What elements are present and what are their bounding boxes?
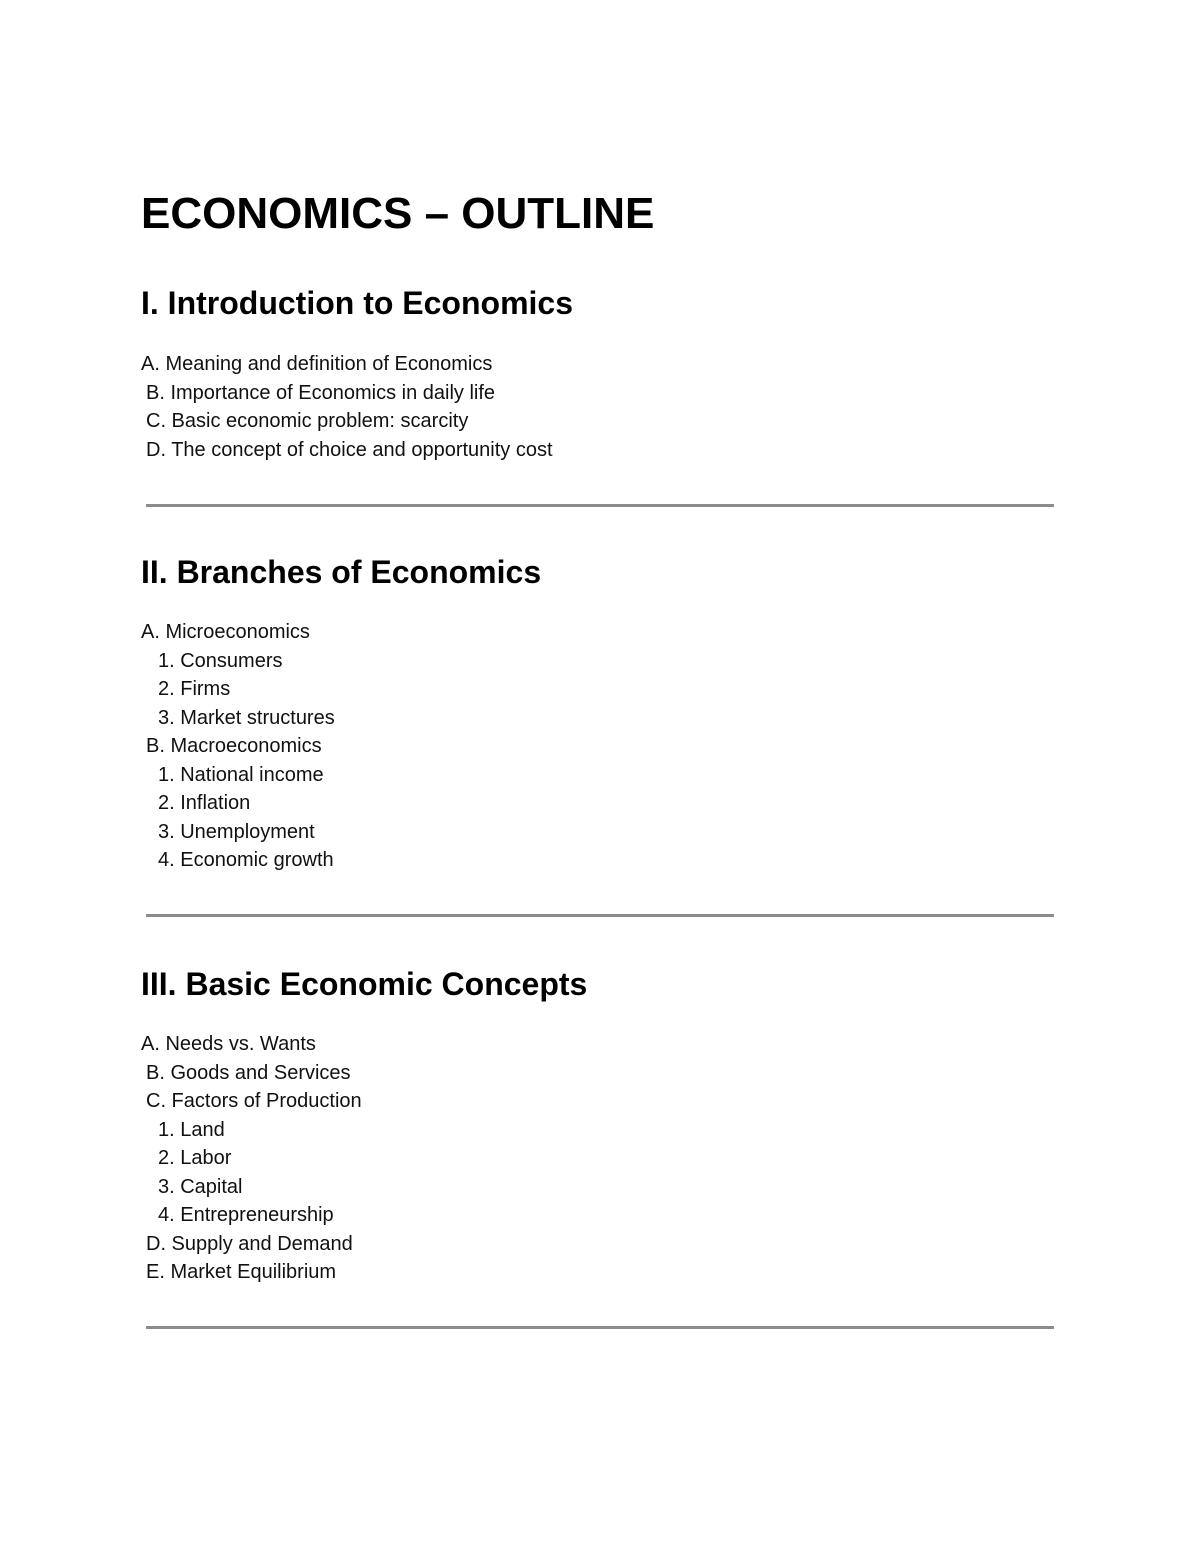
section-heading-basic-concepts: III. Basic Economic Concepts: [141, 966, 588, 1002]
outline-item: B. Importance of Economics in daily life: [146, 381, 496, 404]
section-list-introduction: [141, 350, 553, 464]
section-list-basic-concepts: [141, 1030, 362, 1287]
outline-item: 2. Firms: [158, 678, 231, 700]
outline-item: 1. National income: [158, 763, 324, 786]
outline-item: B. Goods and Services: [146, 1061, 351, 1084]
outline-item: 3. Market structures: [158, 706, 335, 729]
outline-item: A. Needs vs. Wants: [141, 1033, 316, 1055]
outline-item: D. Supply and Demand: [146, 1232, 353, 1255]
outline-item: A. Microeconomics: [141, 621, 310, 643]
section-list-branches: [141, 618, 335, 875]
outline-item: 2. Inflation: [158, 792, 251, 814]
outline-item: 2. Labor: [158, 1147, 232, 1169]
outline-item: 3. Capital: [158, 1175, 243, 1198]
section-divider: [146, 1326, 1054, 1329]
outline-item: 4. Economic growth: [158, 849, 334, 871]
outline-item: 1. Land: [158, 1118, 225, 1141]
outline-item: A. Meaning and definition of Economics: [141, 353, 493, 375]
section-heading-introduction: I. Introduction to Economics: [141, 285, 573, 321]
outline-item: B. Macroeconomics: [146, 735, 322, 757]
document-title: ECONOMICS – OUTLINE: [141, 189, 655, 238]
section-divider: [146, 504, 1054, 507]
section-divider: [146, 914, 1054, 917]
outline-item: 3. Unemployment: [158, 820, 315, 843]
outline-item: C. Basic economic problem: scarcity: [146, 410, 469, 432]
outline-item: C. Factors of Production: [146, 1090, 362, 1112]
outline-item: E. Market Equilibrium: [146, 1261, 337, 1283]
outline-item: 4. Entrepreneurship: [158, 1204, 334, 1226]
section-heading-branches: II. Branches of Economics: [141, 554, 542, 590]
outline-item: D. The concept of choice and opportunity cost: [146, 438, 553, 461]
outline-item: 1. Consumers: [158, 649, 283, 672]
